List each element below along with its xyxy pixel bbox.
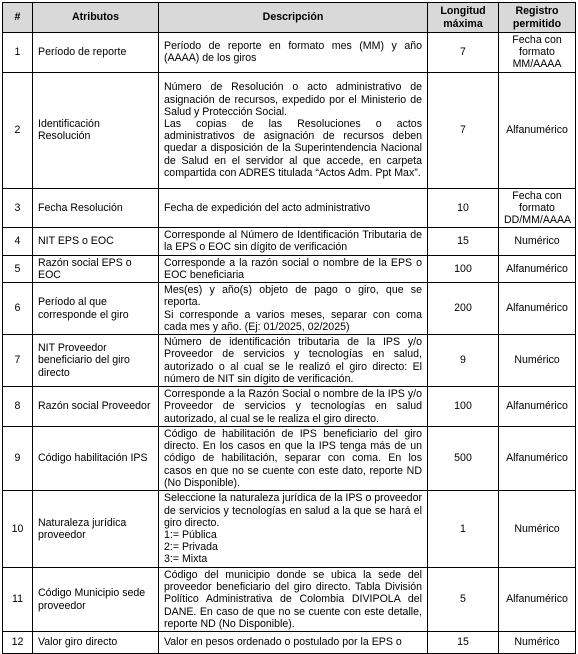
row-number: 5 (3, 255, 33, 282)
row-number: 3 (3, 188, 33, 228)
table-row (3, 491, 576, 568)
table-row (3, 228, 576, 255)
row-max-length: 15 (428, 228, 499, 255)
row-allowed-format: Fecha con formato MM/AAAA (499, 33, 576, 73)
row-description: Corresponde al Número de Identificación Tributaria de la EPS o EOC sin dígito de verificación (159, 228, 428, 255)
row-description: Código del municipio donde se ubica la sede del proveedor beneficiario del giro directo. Tabla División Político Administrativa de Colombia DIVIPOLA del DANE. En caso de que no se cuente con este detalle, reporte ND (No Disponible). (159, 568, 428, 632)
row-description: Período de reporte en formato mes (MM) y año (AAAA) de los giros (159, 33, 428, 73)
row-number: 12 (3, 632, 33, 654)
row-description: Corresponde a la razón social o nombre de la EPS o EOC beneficiaria (159, 255, 428, 282)
table-row (3, 72, 576, 188)
row-attribute: Identificación Resolución (33, 72, 159, 188)
table-row (3, 283, 576, 335)
row-attribute: Razón social EPS o EOC (33, 255, 159, 282)
row-max-length: 10 (428, 188, 499, 228)
row-number: 6 (3, 283, 33, 335)
attributes-table (2, 2, 576, 654)
header-allowed-format: Registro permitido (499, 3, 576, 33)
row-attribute: Razón social Proveedor (33, 387, 159, 427)
row-attribute: NIT Proveedor beneficiario del giro directo (33, 335, 159, 387)
row-attribute: Código Municipio sede proveedor (33, 568, 159, 632)
table-row (3, 335, 576, 387)
row-allowed-format: Fecha con formato DD/MM/AAAA (499, 188, 576, 228)
row-description: Número de Resolución o acto administrativo de asignación de recursos, expedido por el Ministerio de Salud y Protección Social. Las copias de las Resoluciones o actos administrativos de asignación de recursos deben quedar a disposición de la Superintendencia Nacional de Salud en el servidor al que accede, en carpeta compartida con ADRES titulada “Actos Adm. Ppt Max”. (159, 72, 428, 188)
row-allowed-format: Alfanumérico (499, 255, 576, 282)
row-allowed-format: Alfanumérico (499, 387, 576, 427)
header-description: Descripción (159, 3, 428, 33)
table-row (3, 387, 576, 427)
row-max-length: 15 (428, 632, 499, 654)
row-description: Código de habilitación de IPS beneficiario del giro directo. En los casos en que la IPS tenga más de un código de habilitación, separar con coma. En los casos en que no se cuente con este dato, reporte ND (No Disponible). (159, 427, 428, 491)
row-allowed-format: Alfanumérico (499, 72, 576, 188)
table-row (3, 33, 576, 73)
row-allowed-format: Alfanumérico (499, 427, 576, 491)
table-row (3, 632, 576, 654)
row-description: Corresponde a la Razón Social o nombre de la IPS y/o Proveedor de servicios y tecnologías en salud autorizado, al cual se le realiza el giro directo. (159, 387, 428, 427)
row-description: Seleccione la naturaleza jurídica de la IPS o proveedor de servicios y tecnologías en salud a la que se hará el giro directo. 1:= Pública 2:= Privada 3:= Mixta (159, 491, 428, 568)
row-number: 8 (3, 387, 33, 427)
row-attribute: Valor giro directo (33, 632, 159, 654)
row-allowed-format: Numérico (499, 228, 576, 255)
row-allowed-format: Numérico (499, 335, 576, 387)
row-max-length: 9 (428, 335, 499, 387)
row-max-length: 1 (428, 491, 499, 568)
row-allowed-format: Alfanumérico (499, 283, 576, 335)
row-attribute: Código habilitación IPS (33, 427, 159, 491)
row-description: Fecha de expedición del acto administrativo (159, 188, 428, 228)
row-description: Mes(es) y año(s) objeto de pago o giro, que se reporta. Si corresponde a varios meses, separar con coma cada mes y año. (Ej: 01/2025, 02/2025) (159, 283, 428, 335)
row-max-length: 5 (428, 568, 499, 632)
row-number: 7 (3, 335, 33, 387)
row-attribute: Naturaleza jurídica proveedor (33, 491, 159, 568)
row-allowed-format: Numérico (499, 632, 576, 654)
row-max-length: 7 (428, 33, 499, 73)
row-description: Valor en pesos ordenado o postulado por la EPS o (159, 632, 428, 654)
row-max-length: 500 (428, 427, 499, 491)
row-number: 4 (3, 228, 33, 255)
header-max-length: Longitud máxima (428, 3, 499, 33)
row-max-length: 100 (428, 255, 499, 282)
row-number: 9 (3, 427, 33, 491)
row-allowed-format: Numérico (499, 491, 576, 568)
table-header-row (3, 3, 576, 33)
row-description: Número de identificación tributaria de la IPS y/o Proveedor de servicios y tecnologías en salud, autorizado o al cual se le realizó el giro directo: El número de NIT sin dígito de verificación. (159, 335, 428, 387)
table-row (3, 255, 576, 282)
row-number: 2 (3, 72, 33, 188)
row-number: 1 (3, 33, 33, 73)
row-attribute: Período al que corresponde el giro (33, 283, 159, 335)
row-number: 11 (3, 568, 33, 632)
header-attributes: Atributos (33, 3, 159, 33)
row-max-length: 200 (428, 283, 499, 335)
row-attribute: Período de reporte (33, 33, 159, 73)
row-allowed-format: Alfanumérico (499, 568, 576, 632)
row-max-length: 100 (428, 387, 499, 427)
row-attribute: Fecha Resolución (33, 188, 159, 228)
table-row (3, 427, 576, 491)
table-row (3, 568, 576, 632)
table-row (3, 188, 576, 228)
row-attribute: NIT EPS o EOC (33, 228, 159, 255)
row-max-length: 7 (428, 72, 499, 188)
header-num: # (3, 3, 33, 33)
row-number: 10 (3, 491, 33, 568)
